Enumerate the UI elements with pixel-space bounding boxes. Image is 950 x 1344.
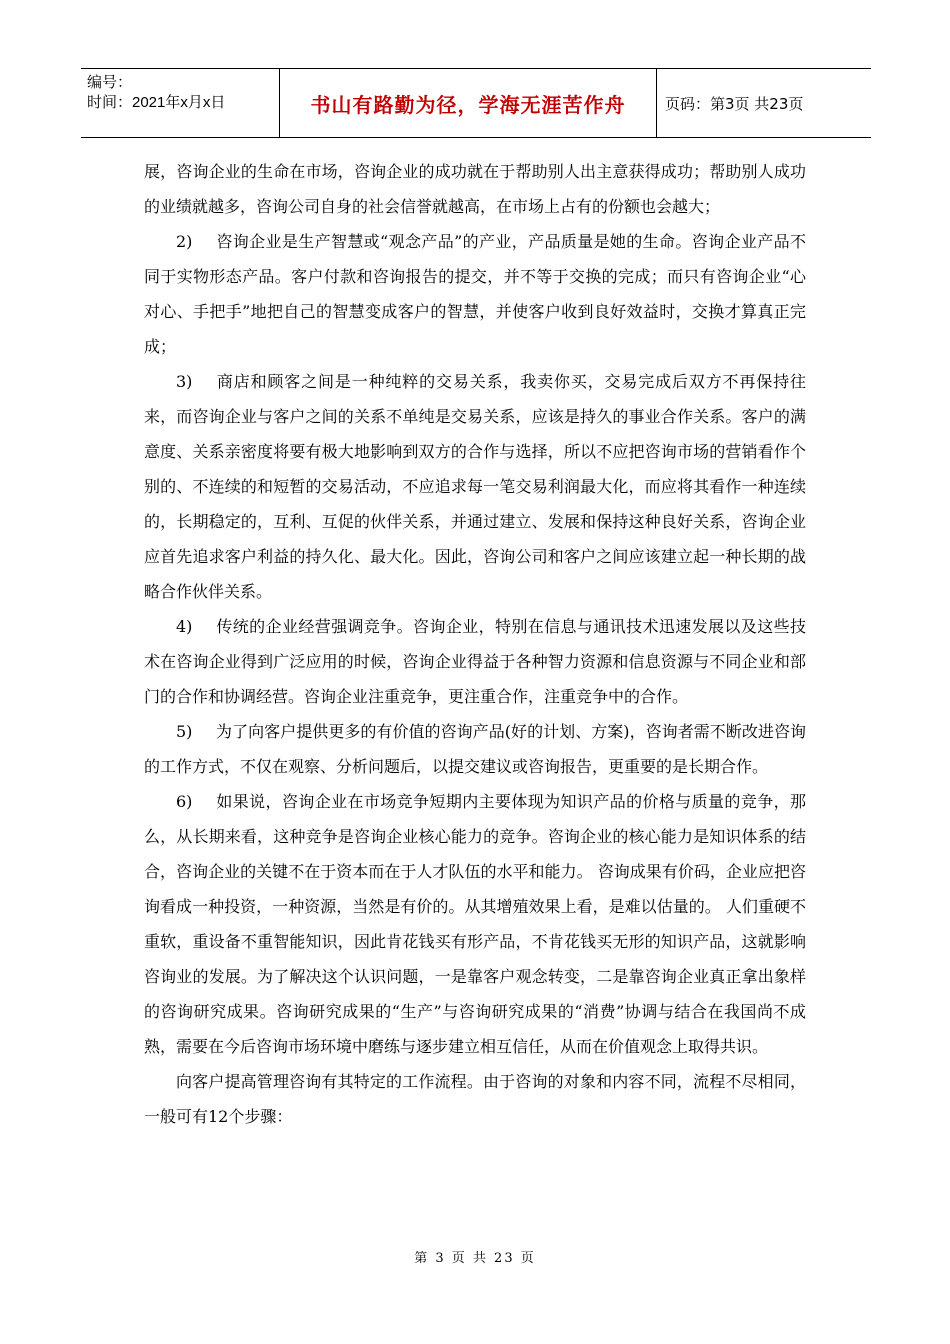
list-item-6 (144, 784, 806, 1064)
list-number: 4) (176, 617, 193, 636)
list-number: 3) (176, 372, 193, 391)
paragraph-text: 传统的企业经营强调竞争。咨询企业，特别在信息与通讯技术迅速发展以及这些技术在咨询企业得到广泛应用的时候，咨询企业得益于各种智力资源和信息资源与不同企业和部门的合作和协调经营。咨询企业注重竞争，更注重合作，注重竞争中的合作。 (144, 617, 806, 706)
serial-label: 编号： (87, 74, 133, 91)
list-number: 5) (176, 722, 193, 741)
list-number: 2) (176, 232, 193, 251)
paragraph-text: 如果说，咨询企业在市场竞争短期内主要体现为知识产品的价格与质量的竞争，那么，从长期来看，这种竞争是咨询企业核心能力的竞争。咨询企业的核心能力是知识体系的结合，咨询企业的关键不在于资本而在于人才队伍的水平和能力。 咨询成果有价码，企业应把咨询看成一种投资，一种资源，当然是有价的。从其增殖效果上看，是难以估量的。 人们重硬不重软，重设备不重智能知识，因此肯花钱买有形产品，不肯花钱买无形的知识产品，这就影响咨询业的发展。为了解决这个认识问题，一是靠客户观念转变，二是靠咨询企业真正拿出象样的咨询研究成果。咨询研究成果的“生产”与咨询研究成果的“消费”协调与结合在我国尚不成熟，需要在今后咨询市场环境中磨练与逐步建立相互信任，从而在价值观念上取得共识。 (144, 792, 806, 1056)
list-item-3 (144, 364, 806, 609)
list-number: 6) (176, 792, 193, 811)
paragraph-continued (144, 154, 806, 224)
paragraph-text: 商店和顾客之间是一种纯粹的交易关系，我卖你买，交易完成后双方不再保持往来，而咨询企业与客户之间的关系不单纯是交易关系，应该是持久的事业合作关系。客户的满意度、关系亲密度将要有极大地影响到双方的合作与选择，所以不应把咨询市场的营销看作个别的、不连续的和短暂的交易活动，不应追求每一笔交易利润最大化，而应将其看作一种连续的，长期稳定的，互利、互促的伙伴关系，并通过建立、发展和保持这种良好关系，咨询企业应首先追求客户利益的持久化、最大化。因此，咨询公司和客户之间应该建立起一种长期的战略合作伙伴关系。 (144, 372, 806, 601)
date-label: 时间：2021年x月x日 (87, 94, 226, 111)
document-body (144, 154, 806, 1134)
header-motto: 书山有路勤为径，学海无涯苦作舟 (280, 69, 657, 137)
header-page-info: 页码：第3页 共23页 (665, 94, 804, 113)
page-header (81, 68, 871, 138)
paragraph-text: 向客户提高管理咨询有其特定的工作流程。由于咨询的对象和内容不同，流程不尽相同，一般可有12个步骤： (144, 1072, 806, 1126)
paragraph-text: 为了向客户提供更多的有价值的咨询产品(好的计划、方案)，咨询者需不断改进咨询的工作方式，不仅在观察、分析问题后，以提交建议或咨询报告，更重要的是长期合作。 (144, 722, 806, 776)
paragraph-workflow-intro (144, 1064, 806, 1134)
header-meta (81, 69, 280, 137)
paragraph-text: 展，咨询企业的生命在市场，咨询企业的成功就在于帮助别人出主意获得成功；帮助别人成功的业绩就越多，咨询公司自身的社会信誉就越高，在市场上占有的份额也会越大； (144, 162, 806, 216)
page-footer: 第 3 页 共 23 页 (414, 1251, 536, 1266)
list-item-2 (144, 224, 806, 364)
list-item-4 (144, 609, 806, 714)
list-item-5 (144, 714, 806, 784)
paragraph-text: 咨询企业是生产智慧或“观念产品”的产业，产品质量是她的生命。咨询企业产品不同于实物形态产品。客户付款和咨询报告的提交，并不等于交换的完成；而只有咨询企业“心对心、手把手”地把自己的智慧变成客户的智慧，并使客户收到良好效益时，交换才算真正完成； (144, 232, 806, 356)
